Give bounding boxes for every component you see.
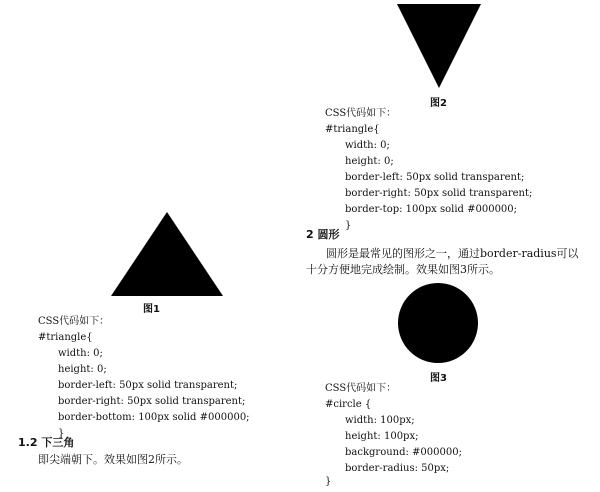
code-intro-left: CSS代码如下：	[38, 316, 110, 327]
code-line: width: 0;	[345, 140, 390, 151]
code-line: border-left: 50px solid transparent;	[345, 172, 525, 183]
code-line: width: 0;	[58, 348, 103, 359]
code-line: border-radius: 50px;	[345, 463, 450, 474]
code-line: }	[58, 428, 65, 439]
code-line: border-right: 50px solid transparent;	[345, 188, 533, 199]
section-paragraph-2: 圆形是最常见的图形之一，通过border-radius可以十分方便地完成绘制。效果如图3所示。	[306, 247, 579, 276]
figure-1-caption: 图1	[143, 304, 160, 315]
section-heading-1-2: 1.2 下三角	[18, 436, 75, 449]
code-line: #triangle{	[325, 124, 380, 135]
code-line: height: 0;	[345, 156, 394, 167]
code-line: height: 0;	[58, 364, 107, 375]
figure-2-caption: 图2	[430, 98, 447, 109]
code-intro-right-2: CSS代码如下：	[325, 383, 397, 394]
code-line: border-left: 50px solid transparent;	[58, 380, 238, 391]
figure-3-circle	[398, 283, 478, 363]
code-line: #triangle{	[38, 332, 93, 343]
code-line: border-top: 100px solid #000000;	[345, 204, 518, 215]
section-text-1-2: 即尖端朝下。效果如图2所示。	[38, 453, 188, 466]
code-line: #circle {	[325, 399, 372, 410]
code-intro-right: CSS代码如下：	[325, 108, 397, 119]
code-line: border-bottom: 100px solid #000000;	[58, 412, 250, 423]
figure-3-caption: 图3	[430, 373, 447, 384]
section-heading-2: 2 圆形	[306, 228, 340, 241]
figure-1-triangle	[111, 212, 223, 296]
code-line: border-right: 50px solid transparent;	[58, 396, 246, 407]
code-line: }	[345, 220, 352, 231]
code-line: }	[325, 476, 332, 487]
code-line: background: #000000;	[345, 447, 462, 458]
code-line: width: 100px;	[345, 415, 415, 426]
figure-2-triangle	[397, 4, 481, 88]
code-line: height: 100px;	[345, 431, 419, 442]
